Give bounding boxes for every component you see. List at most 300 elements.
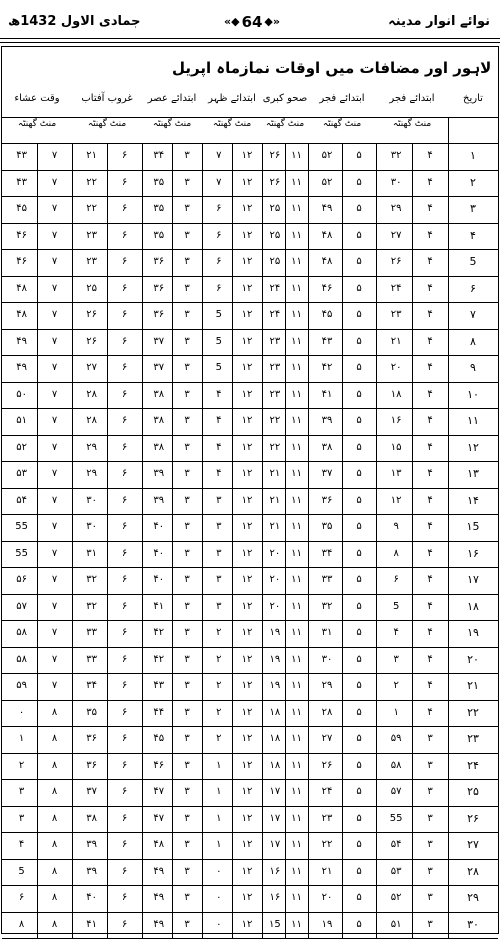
minute-cell: ۱ [216, 759, 222, 771]
hour-cell: ۴ [427, 521, 433, 533]
minute-cell: ۴۶ [16, 229, 27, 241]
minute-cell: ۲۷ [321, 733, 333, 745]
hour-cell: ۵ [356, 335, 362, 347]
minute-cell: ۰ [216, 918, 222, 930]
minute-cell: ۲۴ [269, 282, 281, 294]
hour-cell: ۱۲ [241, 706, 253, 718]
hour-cell: ۶ [121, 468, 128, 480]
hour-cell: ۵ [356, 521, 362, 533]
minute-cell: ۵۸ [390, 759, 402, 771]
date-cell: ۱۰ [467, 387, 479, 401]
hour-cell: ۳ [184, 918, 190, 930]
row-line [2, 435, 498, 436]
magazine-name: نوائے انوار مدینہ [388, 14, 490, 29]
minute-cell: ۱5 [269, 918, 281, 930]
hour-cell: ۱۱ [291, 733, 302, 745]
hour-cell: ۷ [51, 521, 58, 533]
minute-cell: ۳ [216, 574, 222, 586]
minute-cell: ۱ [216, 812, 222, 824]
minute-cell: ۴۰ [153, 547, 165, 559]
minute-cell: ۳ [18, 812, 25, 824]
hour-cell: ۸ [51, 786, 58, 798]
minute-cell: ۱۸ [269, 733, 281, 745]
date-cell: ۱۴ [467, 493, 479, 507]
row-line [2, 408, 498, 409]
minute-cell: ۴۳ [16, 176, 27, 188]
minute-cell: ۴۳ [16, 150, 27, 162]
hour-cell: ۳ [184, 865, 190, 877]
hour-cell: ۱۱ [291, 812, 302, 824]
hour-cell: ۵ [356, 759, 362, 771]
minute-cell: ۰ [18, 706, 25, 718]
date-cell: ۸ [470, 334, 476, 348]
date-cell: ۹ [470, 361, 476, 375]
hour-cell: ۱۲ [241, 494, 253, 506]
hour-cell: ۷ [51, 653, 58, 665]
hour-cell: ۶ [121, 627, 128, 639]
hour-cell: ۳ [427, 865, 433, 877]
minute-cell: ۴۰ [153, 574, 165, 586]
hour-cell: ۴ [427, 415, 433, 427]
minute-cell: ۴۵ [16, 203, 27, 215]
row-line [2, 726, 498, 727]
hour-cell: ۴ [427, 600, 433, 612]
hour-cell: ۱۲ [241, 600, 253, 612]
minute-cell: ۴۸ [153, 839, 165, 851]
hour-cell: ۴ [427, 309, 433, 321]
date-cell: ۲ [470, 175, 476, 189]
hour-cell: ۴ [427, 547, 433, 559]
hour-cell: ۳ [427, 786, 433, 798]
minute-cell: ۳۱ [86, 547, 97, 559]
hour-cell: ۳ [184, 256, 190, 268]
minute-cell: ۳۹ [86, 865, 97, 877]
date-cell: ۴ [470, 228, 476, 242]
minute-cell: ۶ [18, 892, 25, 904]
date-cell: ۲۱ [467, 679, 479, 693]
minute-cell: ۳۱ [321, 627, 333, 639]
hour-cell: ۳ [184, 388, 190, 400]
hour-cell: ۱۲ [241, 918, 253, 930]
minute-cell: ۶ [393, 574, 399, 586]
hour-cell: ۸ [51, 733, 58, 745]
hour-cell: ۴ [427, 706, 433, 718]
hour-minute-divider [412, 143, 413, 938]
minute-cell: ۳۶ [153, 256, 165, 268]
minute-cell: ۲۴ [269, 309, 281, 321]
minute-cell: ۲۳ [269, 388, 281, 400]
hour-cell: ۷ [51, 309, 58, 321]
date-cell: ۱۶ [467, 546, 479, 560]
hour-cell: ۵ [356, 256, 362, 268]
hour-cell: ۷ [51, 600, 58, 612]
date-cell: ۱5 [466, 520, 480, 534]
hour-cell: ۵ [356, 441, 362, 453]
hour-cell: ۳ [184, 362, 190, 374]
minute-cell: ۲۵ [269, 256, 281, 268]
minute-cell: ۳۸ [153, 415, 165, 427]
minute-cell: ۱۹ [269, 627, 281, 639]
hour-cell: ۴ [427, 627, 433, 639]
minute-cell: ۲۲ [86, 203, 97, 215]
hour-cell: ۱۱ [291, 786, 302, 798]
minute-cell: ۱۹ [269, 653, 281, 665]
minute-cell: ۲۱ [321, 865, 333, 877]
date-cell: ۱۹ [467, 626, 479, 640]
hour-cell: ۳ [184, 415, 190, 427]
table-title: لاہور اور مضافات میں اوقات نماز [240, 59, 492, 77]
hour-cell: ۴ [427, 176, 433, 188]
minute-cell: ۲۱ [269, 521, 281, 533]
hour-cell: ۳ [184, 335, 190, 347]
hour-cell: ۵ [356, 786, 362, 798]
hour-cell: ۱۱ [291, 494, 302, 506]
minute-cell: ۴۱ [153, 600, 165, 612]
hour-cell: ۱۲ [241, 786, 253, 798]
date-cell: ۲۸ [467, 864, 479, 878]
minute-cell: ۳۲ [390, 150, 402, 162]
minute-cell: ۶ [216, 282, 222, 294]
hour-cell: ۳ [184, 786, 190, 798]
minute-cell: ۳۴ [153, 150, 165, 162]
minute-cell: ۲۴ [321, 786, 333, 798]
hour-cell: ۴ [427, 282, 433, 294]
col-subheader-isha: منٹ گھنٹہ [17, 119, 57, 129]
minute-cell: ۲۲ [321, 839, 333, 851]
row-line [2, 223, 498, 224]
hour-cell: ۵ [356, 706, 362, 718]
minute-cell: ۳۷ [153, 362, 165, 374]
minute-cell: ۲ [18, 759, 25, 771]
hour-cell: ۱۱ [291, 150, 302, 162]
hour-cell: ۱۱ [291, 203, 302, 215]
minute-cell: ۲ [216, 680, 222, 692]
minute-cell: ۴۸ [16, 309, 27, 321]
minute-cell: ۳۶ [86, 759, 97, 771]
minute-cell: ۴۸ [321, 229, 333, 241]
hour-cell: ۶ [121, 918, 128, 930]
minute-cell: ۱۸ [269, 706, 281, 718]
minute-cell: ۲۶ [390, 256, 402, 268]
minute-cell: ۲۶ [269, 150, 281, 162]
minute-cell: ۸ [18, 918, 25, 930]
row-line [2, 620, 498, 621]
hour-cell: ۴ [427, 653, 433, 665]
hour-cell: ۳ [184, 547, 190, 559]
row-line [2, 461, 498, 462]
hour-cell: ۵ [356, 494, 362, 506]
row-line [2, 885, 498, 886]
hour-cell: ۶ [121, 812, 128, 824]
minute-cell: ۲۲ [86, 176, 97, 188]
hour-cell: ۴ [427, 468, 433, 480]
minute-cell: ۴ [216, 388, 222, 400]
minute-cell: ۸ [393, 547, 399, 559]
hour-cell: ۶ [121, 256, 128, 268]
hour-cell: ۵ [356, 282, 362, 294]
col-header-date: تاریخ [463, 93, 483, 104]
minute-cell: ۶ [216, 203, 222, 215]
minute-cell: ۶ [216, 256, 222, 268]
minute-cell: ۲۶ [269, 176, 281, 188]
hour-cell: ۴ [427, 574, 433, 586]
minute-cell: 5 [215, 309, 222, 321]
hour-cell: ۴ [427, 256, 433, 268]
hour-cell: ۵ [356, 309, 362, 321]
row-line [2, 673, 498, 674]
hour-cell: ۱۱ [291, 918, 302, 930]
minute-cell: ۲۶ [321, 759, 333, 771]
hour-cell: ۳ [184, 733, 190, 745]
hijri-date: جمادی الاول 1432ھ [8, 14, 141, 29]
minute-cell: ۳۵ [86, 706, 97, 718]
hour-cell: ۷ [51, 441, 58, 453]
hour-cell: ۳ [184, 176, 190, 188]
page-header [0, 0, 500, 46]
hour-cell: ۱۲ [241, 229, 253, 241]
hour-cell: ۶ [121, 865, 128, 877]
minute-cell: ۳۲ [321, 600, 333, 612]
minute-cell: ۲۲ [269, 415, 281, 427]
date-cell: ۶ [470, 281, 476, 295]
hour-cell: ۴ [427, 150, 433, 162]
row-line [2, 779, 498, 780]
minute-cell: ۳۷ [321, 468, 333, 480]
hour-cell: ۳ [427, 759, 433, 771]
hour-cell: ۷ [51, 388, 58, 400]
minute-cell: ۳۰ [390, 176, 402, 188]
hour-cell: ۶ [121, 653, 128, 665]
row-line [2, 594, 498, 595]
minute-cell: ۳۷ [86, 786, 97, 798]
minute-cell: ۲۹ [86, 441, 97, 453]
hour-cell: ۱۲ [241, 733, 253, 745]
minute-cell: ۳۸ [321, 441, 333, 453]
hour-cell: ۷ [51, 362, 58, 374]
row-line [2, 329, 498, 330]
minute-cell: ۲۳ [269, 362, 281, 374]
hour-cell: ۵ [356, 574, 362, 586]
hour-cell: ۴ [427, 203, 433, 215]
minute-cell: ۳۵ [321, 521, 333, 533]
minute-cell: ۵۱ [390, 918, 402, 930]
minute-cell: ۵۰ [16, 388, 27, 400]
hour-cell: ۱۱ [291, 362, 302, 374]
row-line [2, 859, 498, 860]
hour-cell: ۵ [356, 468, 362, 480]
hour-cell: ۳ [184, 759, 190, 771]
col-header-fajr-start: ابتدائے فجر [389, 93, 435, 104]
minute-cell: ۲۸ [86, 388, 97, 400]
hour-cell: ۷ [51, 680, 58, 692]
minute-cell: ۵۲ [390, 892, 402, 904]
minute-cell: ۴۳ [153, 680, 165, 692]
minute-cell: ۹ [393, 521, 399, 533]
minute-cell: ۵۶ [16, 574, 27, 586]
column-divider [142, 143, 143, 938]
minute-cell: ۱۵ [390, 441, 402, 453]
hour-cell: ۶ [121, 892, 128, 904]
minute-cell: ۴۸ [16, 282, 27, 294]
hour-cell: ۶ [121, 706, 128, 718]
hour-cell: ۱۲ [241, 282, 253, 294]
hour-cell: ۴ [427, 335, 433, 347]
minute-cell: ۳۶ [321, 494, 333, 506]
minute-cell: ۳۹ [153, 468, 165, 480]
hour-cell: ۵ [356, 918, 362, 930]
hour-cell: ۸ [51, 865, 58, 877]
minute-cell: ۳۴ [321, 547, 333, 559]
minute-cell: ۱۶ [269, 865, 281, 877]
hour-cell: ۸ [51, 918, 58, 930]
hour-cell: ۵ [356, 203, 362, 215]
minute-cell: ۲۱ [86, 150, 97, 162]
minute-cell: ۴ [216, 415, 222, 427]
minute-cell: ۲۳ [86, 229, 97, 241]
minute-cell: ۴۱ [321, 388, 333, 400]
minute-cell: 55 [389, 812, 403, 824]
hour-cell: ۵ [356, 600, 362, 612]
minute-cell: ۷ [216, 176, 222, 188]
col-subheader-fajr-start_2: منٹ گھنٹہ [322, 119, 362, 129]
col-header-maghrib: غروب آفتاب [81, 93, 133, 104]
minute-cell: ۱۷ [269, 812, 281, 824]
hour-cell: ۳ [184, 150, 190, 162]
row-line [2, 832, 498, 833]
hour-cell: ۳ [184, 203, 190, 215]
minute-cell: ۲۳ [390, 309, 402, 321]
hour-cell: ۱۱ [291, 865, 302, 877]
minute-cell: ۴۳ [321, 335, 333, 347]
minute-cell: ۱۸ [269, 759, 281, 771]
hour-cell: ۶ [121, 680, 128, 692]
hour-cell: ۳ [184, 229, 190, 241]
minute-cell: ۲۶ [86, 309, 97, 321]
hour-cell: ۱۱ [291, 468, 302, 480]
hour-cell: ۱۲ [241, 653, 253, 665]
minute-cell: ۴ [18, 839, 25, 851]
hour-cell: ۶ [121, 547, 128, 559]
minute-cell: ۵۷ [390, 786, 402, 798]
minute-cell: ۴۹ [153, 892, 165, 904]
row-line [2, 541, 498, 542]
hour-cell: ۶ [121, 839, 128, 851]
minute-cell: ۳۶ [153, 309, 165, 321]
minute-cell: 5 [18, 865, 25, 877]
hour-cell: ۷ [51, 547, 58, 559]
hour-cell: ۶ [121, 759, 128, 771]
hour-cell: ۶ [121, 521, 128, 533]
minute-cell: ۲ [393, 680, 399, 692]
hour-minute-divider [232, 143, 233, 938]
hour-cell: ۳ [184, 600, 190, 612]
date-cell: ۲۴ [467, 758, 479, 772]
minute-cell: ۲۱ [269, 468, 281, 480]
hour-cell: ۱۱ [291, 627, 302, 639]
hour-cell: ۳ [427, 733, 433, 745]
hour-cell: ۶ [121, 309, 128, 321]
hour-cell: ۳ [427, 892, 433, 904]
hour-cell: ۴ [427, 441, 433, 453]
hour-cell: ۳ [184, 441, 190, 453]
minute-cell: ۴۶ [153, 759, 165, 771]
hour-cell: ۳ [427, 918, 433, 930]
hour-minute-divider [172, 143, 173, 938]
hour-cell: ۵ [356, 733, 362, 745]
hour-cell: ۶ [121, 786, 128, 798]
minute-cell: ۴۵ [321, 309, 333, 321]
date-cell: ۱۲ [467, 440, 479, 454]
row-line [2, 488, 498, 489]
hour-cell: ۵ [356, 627, 362, 639]
minute-cell: ۵۴ [390, 839, 402, 851]
minute-cell: ۲۴ [390, 282, 402, 294]
hour-cell: ۱۱ [291, 441, 302, 453]
minute-cell: ۳۲ [86, 574, 97, 586]
hour-cell: ۱۲ [241, 865, 253, 877]
hour-cell: ۳ [184, 680, 190, 692]
minute-cell: ۲۳ [269, 335, 281, 347]
minute-cell: ۴۰ [153, 521, 165, 533]
minute-cell: ۳۲ [86, 600, 97, 612]
hour-cell: ۷ [51, 415, 58, 427]
minute-cell: 55 [15, 547, 28, 559]
row-line [2, 753, 498, 754]
minute-cell: ۴۱ [86, 918, 97, 930]
minute-cell: ۲۸ [321, 706, 333, 718]
hour-cell: ۵ [356, 388, 362, 400]
hour-cell: ۱۲ [241, 759, 253, 771]
minute-cell: ۱۸ [390, 388, 402, 400]
row-line [2, 647, 498, 648]
hour-cell: ۳ [184, 706, 190, 718]
hour-cell: ۱۲ [241, 547, 253, 559]
hour-cell: ۵ [356, 812, 362, 824]
header-rule-1 [0, 38, 500, 39]
column-divider [202, 143, 203, 938]
row-line [2, 806, 498, 807]
minute-cell: ۰ [216, 892, 222, 904]
minute-cell: ۲۰ [390, 362, 402, 374]
hour-cell: ۷ [51, 282, 58, 294]
hour-cell: ۶ [121, 388, 128, 400]
minute-cell: ۶ [216, 229, 222, 241]
minute-cell: ۲۳ [321, 812, 333, 824]
minute-cell: ۵۷ [16, 600, 27, 612]
minute-cell: ۳۹ [321, 415, 333, 427]
hour-cell: ۷ [51, 150, 58, 162]
column-divider [376, 143, 377, 938]
column-divider [72, 143, 73, 938]
minute-cell: ۳ [216, 600, 222, 612]
minute-cell: ۳ [216, 521, 222, 533]
hour-minute-divider [107, 143, 108, 938]
hour-cell: ۱۲ [241, 892, 253, 904]
minute-cell: ۲۵ [269, 229, 281, 241]
minute-cell: ۴۵ [153, 733, 165, 745]
minute-cell: ۴۶ [16, 256, 27, 268]
minute-cell: ۳۶ [86, 733, 97, 745]
hour-cell: ۵ [356, 892, 362, 904]
minute-cell: ۵۹ [390, 733, 402, 745]
hour-minute-divider [342, 143, 343, 938]
minute-cell: 5 [392, 600, 400, 612]
hour-cell: ۱۱ [291, 521, 302, 533]
minute-cell: ۳۵ [153, 203, 165, 215]
hour-cell: ۶ [121, 441, 128, 453]
minute-cell: ۲۰ [321, 892, 333, 904]
minute-cell: ۰ [216, 865, 222, 877]
